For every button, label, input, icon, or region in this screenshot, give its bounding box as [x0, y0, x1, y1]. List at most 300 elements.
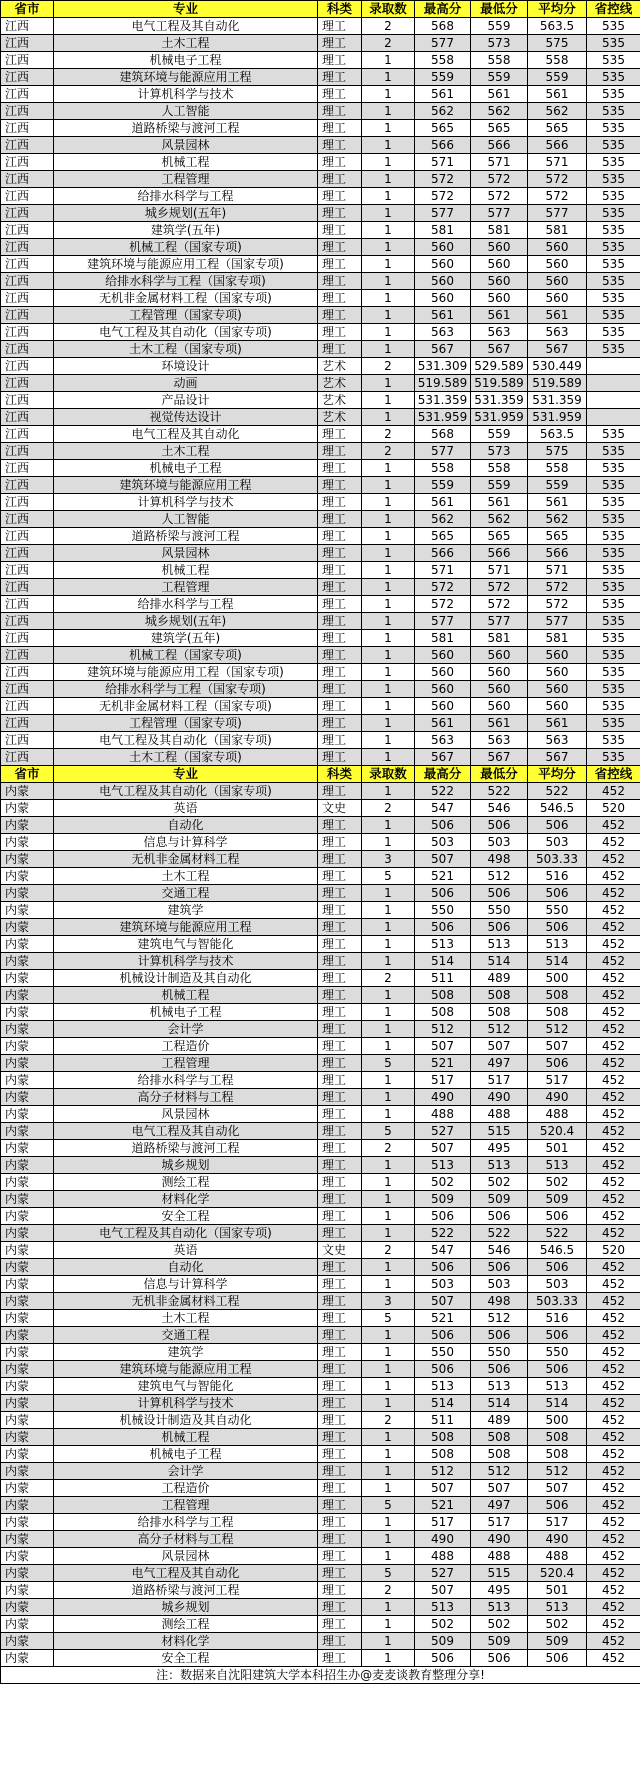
cell-province: 江西: [1, 579, 54, 596]
cell-average: 560: [528, 273, 587, 290]
cell-control-line: 452: [587, 1310, 640, 1327]
cell-major: 道路桥梁与渡河工程: [54, 1582, 318, 1599]
cell-category: 理工: [318, 1650, 362, 1667]
cell-admitted: 1: [362, 392, 415, 409]
table-row: [1, 375, 640, 392]
table-row: [1, 1123, 640, 1140]
cell-admitted: 1: [362, 1004, 415, 1021]
cell-admitted: 1: [362, 902, 415, 919]
footer-row: [1, 1667, 640, 1684]
cell-highest: 563: [415, 324, 471, 341]
cell-control-line: 520: [587, 800, 640, 817]
cell-province: 江西: [1, 256, 54, 273]
cell-province: 内蒙: [1, 817, 54, 834]
cell-province: 江西: [1, 137, 54, 154]
cell-control-line: 452: [587, 868, 640, 885]
cell-major: 城乡规划(五年): [54, 613, 318, 630]
cell-control-line: 452: [587, 1395, 640, 1412]
cell-admitted: 1: [362, 528, 415, 545]
cell-average: 546.5: [528, 800, 587, 817]
cell-admitted: 1: [362, 1021, 415, 1038]
cell-province: 江西: [1, 222, 54, 239]
cell-lowest: 566: [471, 545, 528, 562]
cell-control-line: 535: [587, 511, 640, 528]
cell-province: 江西: [1, 52, 54, 69]
cell-control-line: 535: [587, 562, 640, 579]
cell-admitted: 1: [362, 936, 415, 953]
cell-average: 581: [528, 222, 587, 239]
cell-major: 高分子材料与工程: [54, 1089, 318, 1106]
cell-control-line: 452: [587, 1055, 640, 1072]
cell-control-line: 535: [587, 698, 640, 715]
cell-admitted: 1: [362, 460, 415, 477]
cell-category: 理工: [318, 494, 362, 511]
cell-average: 506: [528, 1208, 587, 1225]
cell-admitted: 1: [362, 324, 415, 341]
cell-category: 理工: [318, 1089, 362, 1106]
cell-province: 内蒙: [1, 1395, 54, 1412]
cell-control-line: 535: [587, 749, 640, 766]
cell-admitted: 1: [362, 409, 415, 426]
cell-admitted: 1: [362, 1480, 415, 1497]
cell-category: 理工: [318, 256, 362, 273]
cell-control-line: 452: [587, 987, 640, 1004]
table-row: [1, 1259, 640, 1276]
cell-major: 工程管理: [54, 1497, 318, 1514]
cell-admitted: 1: [362, 52, 415, 69]
cell-lowest: 531.359: [471, 392, 528, 409]
cell-category: 理工: [318, 715, 362, 732]
cell-lowest: 567: [471, 341, 528, 358]
cell-major: 机械工程: [54, 154, 318, 171]
cell-major: 视觉传达设计: [54, 409, 318, 426]
cell-major: 动画: [54, 375, 318, 392]
cell-province: 内蒙: [1, 919, 54, 936]
cell-average: 563: [528, 732, 587, 749]
cell-lowest: 498: [471, 851, 528, 868]
cell-major: 英语: [54, 1242, 318, 1259]
cell-province: 内蒙: [1, 1004, 54, 1021]
cell-category: 理工: [318, 1616, 362, 1633]
table-row: [1, 1599, 640, 1616]
cell-province: 内蒙: [1, 1191, 54, 1208]
cell-highest: 577: [415, 613, 471, 630]
cell-major: 安全工程: [54, 1208, 318, 1225]
cell-average: 560: [528, 256, 587, 273]
cell-major: 自动化: [54, 1259, 318, 1276]
cell-control-line: 535: [587, 188, 640, 205]
cell-admitted: 1: [362, 1514, 415, 1531]
cell-category: 理工: [318, 460, 362, 477]
header-cell-average: 平均分: [528, 766, 587, 783]
cell-average: 563.5: [528, 18, 587, 35]
cell-admitted: 1: [362, 1633, 415, 1650]
table-row: [1, 1344, 640, 1361]
cell-province: 江西: [1, 732, 54, 749]
cell-lowest: 565: [471, 528, 528, 545]
cell-admitted: 1: [362, 1395, 415, 1412]
cell-province: 内蒙: [1, 1599, 54, 1616]
cell-lowest: 572: [471, 596, 528, 613]
cell-control-line: 535: [587, 596, 640, 613]
cell-admitted: 5: [362, 1310, 415, 1327]
table-row: [1, 103, 640, 120]
cell-control-line: 452: [587, 1038, 640, 1055]
cell-lowest: 506: [471, 1327, 528, 1344]
cell-major: 建筑学: [54, 902, 318, 919]
table-row: [1, 154, 640, 171]
cell-average: 559: [528, 69, 587, 86]
table-row: [1, 732, 640, 749]
table-row: [1, 817, 640, 834]
cell-control-line: 452: [587, 1633, 640, 1650]
cell-category: 理工: [318, 579, 362, 596]
cell-average: 508: [528, 1004, 587, 1021]
cell-category: 理工: [318, 851, 362, 868]
cell-lowest: 561: [471, 86, 528, 103]
cell-highest: 568: [415, 426, 471, 443]
cell-lowest: 571: [471, 562, 528, 579]
cell-lowest: 508: [471, 1429, 528, 1446]
cell-control-line: 535: [587, 545, 640, 562]
cell-category: 理工: [318, 1004, 362, 1021]
cell-province: 内蒙: [1, 1565, 54, 1582]
cell-lowest: 513: [471, 1378, 528, 1395]
header-cell-province: 省市: [1, 1, 54, 18]
cell-category: 理工: [318, 783, 362, 800]
cell-major: 无机非金属材料工程（国家专项): [54, 698, 318, 715]
cell-province: 江西: [1, 392, 54, 409]
cell-admitted: 1: [362, 1259, 415, 1276]
cell-highest: 513: [415, 936, 471, 953]
cell-lowest: 560: [471, 239, 528, 256]
cell-lowest: 506: [471, 1361, 528, 1378]
table-row: [1, 987, 640, 1004]
cell-control-line: 452: [587, 1599, 640, 1616]
cell-province: 江西: [1, 205, 54, 222]
cell-control-line: 535: [587, 630, 640, 647]
table-row: [1, 528, 640, 545]
cell-category: 理工: [318, 1157, 362, 1174]
cell-average: 563.5: [528, 426, 587, 443]
cell-lowest: 517: [471, 1072, 528, 1089]
cell-admitted: 1: [362, 630, 415, 647]
cell-admitted: 1: [362, 1174, 415, 1191]
cell-average: 520.4: [528, 1565, 587, 1582]
cell-category: 理工: [318, 1497, 362, 1514]
cell-average: 509: [528, 1633, 587, 1650]
cell-average: 571: [528, 562, 587, 579]
cell-major: 土木工程: [54, 35, 318, 52]
cell-control-line: 535: [587, 171, 640, 188]
cell-lowest: 503: [471, 1276, 528, 1293]
cell-average: 488: [528, 1106, 587, 1123]
cell-control-line: 535: [587, 494, 640, 511]
cell-category: 理工: [318, 52, 362, 69]
cell-highest: 521: [415, 1055, 471, 1072]
cell-average: 501: [528, 1582, 587, 1599]
cell-highest: 572: [415, 579, 471, 596]
table-row: [1, 579, 640, 596]
cell-highest: 514: [415, 1395, 471, 1412]
cell-major: 给排水科学与工程: [54, 1072, 318, 1089]
cell-highest: 508: [415, 1004, 471, 1021]
cell-province: 江西: [1, 324, 54, 341]
cell-admitted: 1: [362, 307, 415, 324]
cell-admitted: 2: [362, 1140, 415, 1157]
cell-admitted: 1: [362, 375, 415, 392]
cell-lowest: 560: [471, 290, 528, 307]
header-cell-major: 专业: [54, 1, 318, 18]
cell-highest: 512: [415, 1021, 471, 1038]
cell-admitted: 1: [362, 715, 415, 732]
cell-highest: 567: [415, 341, 471, 358]
cell-control-line: [587, 375, 640, 392]
cell-major: 环境设计: [54, 358, 318, 375]
cell-major: 建筑学: [54, 1344, 318, 1361]
cell-major: 建筑环境与能源应用工程: [54, 1361, 318, 1378]
cell-province: 内蒙: [1, 1429, 54, 1446]
cell-lowest: 512: [471, 868, 528, 885]
cell-category: 理工: [318, 35, 362, 52]
table-row: [1, 1055, 640, 1072]
cell-lowest: 562: [471, 511, 528, 528]
cell-category: 理工: [318, 154, 362, 171]
cell-highest: 521: [415, 868, 471, 885]
cell-average: 507: [528, 1038, 587, 1055]
table-row: [1, 18, 640, 35]
cell-major: 英语: [54, 800, 318, 817]
table-row: [1, 970, 640, 987]
cell-highest: 506: [415, 1259, 471, 1276]
table-row: [1, 664, 640, 681]
cell-lowest: 508: [471, 1004, 528, 1021]
cell-lowest: 507: [471, 1480, 528, 1497]
cell-province: 内蒙: [1, 1225, 54, 1242]
cell-highest: 513: [415, 1157, 471, 1174]
cell-control-line: 452: [587, 885, 640, 902]
table-row: [1, 1429, 640, 1446]
cell-admitted: 1: [362, 256, 415, 273]
cell-lowest: 502: [471, 1616, 528, 1633]
cell-control-line: 535: [587, 579, 640, 596]
cell-average: 561: [528, 715, 587, 732]
cell-average: 565: [528, 120, 587, 137]
cell-admitted: 2: [362, 443, 415, 460]
cell-lowest: 495: [471, 1582, 528, 1599]
cell-category: 理工: [318, 987, 362, 1004]
cell-average: 562: [528, 511, 587, 528]
cell-highest: 577: [415, 443, 471, 460]
cell-average: 567: [528, 749, 587, 766]
cell-highest: 508: [415, 1429, 471, 1446]
cell-lowest: 506: [471, 885, 528, 902]
cell-major: 给排水科学与工程: [54, 1514, 318, 1531]
cell-lowest: 550: [471, 902, 528, 919]
cell-category: 理工: [318, 953, 362, 970]
cell-control-line: 452: [587, 1480, 640, 1497]
cell-admitted: 1: [362, 188, 415, 205]
cell-lowest: 513: [471, 1157, 528, 1174]
cell-control-line: 452: [587, 1004, 640, 1021]
cell-major: 机械设计制造及其自动化: [54, 1412, 318, 1429]
cell-highest: 506: [415, 1327, 471, 1344]
cell-category: 理工: [318, 1259, 362, 1276]
cell-category: 理工: [318, 1361, 362, 1378]
cell-major: 风景园林: [54, 1106, 318, 1123]
table-row: [1, 1089, 640, 1106]
cell-admitted: 1: [362, 1599, 415, 1616]
cell-control-line: 535: [587, 35, 640, 52]
cell-control-line: 535: [587, 613, 640, 630]
table-row: [1, 409, 640, 426]
cell-province: 内蒙: [1, 868, 54, 885]
cell-province: 内蒙: [1, 1106, 54, 1123]
cell-province: 内蒙: [1, 1378, 54, 1395]
cell-major: 电气工程及其自动化: [54, 1123, 318, 1140]
cell-province: 江西: [1, 443, 54, 460]
cell-highest: 502: [415, 1174, 471, 1191]
cell-highest: 558: [415, 460, 471, 477]
cell-admitted: 1: [362, 86, 415, 103]
cell-highest: 490: [415, 1089, 471, 1106]
cell-highest: 513: [415, 1378, 471, 1395]
table-row: [1, 1463, 640, 1480]
cell-highest: 558: [415, 52, 471, 69]
cell-lowest: 522: [471, 783, 528, 800]
table-row: [1, 358, 640, 375]
cell-average: 513: [528, 936, 587, 953]
cell-lowest: 512: [471, 1021, 528, 1038]
cell-average: 581: [528, 630, 587, 647]
cell-major: 工程管理（国家专项): [54, 715, 318, 732]
cell-admitted: 1: [362, 1327, 415, 1344]
cell-highest: 512: [415, 1463, 471, 1480]
cell-province: 内蒙: [1, 1089, 54, 1106]
cell-lowest: 512: [471, 1463, 528, 1480]
cell-admitted: 1: [362, 919, 415, 936]
cell-category: 理工: [318, 1480, 362, 1497]
cell-control-line: 535: [587, 443, 640, 460]
cell-highest: 508: [415, 987, 471, 1004]
cell-province: 内蒙: [1, 1616, 54, 1633]
cell-control-line: 535: [587, 256, 640, 273]
cell-major: 信息与计算科学: [54, 834, 318, 851]
cell-province: 江西: [1, 290, 54, 307]
cell-major: 土木工程: [54, 443, 318, 460]
cell-lowest: 515: [471, 1565, 528, 1582]
cell-province: 内蒙: [1, 1140, 54, 1157]
cell-lowest: 558: [471, 52, 528, 69]
cell-admitted: 1: [362, 596, 415, 613]
header-cell-admitted: 录取数: [362, 1, 415, 18]
cell-average: 560: [528, 290, 587, 307]
cell-admitted: 3: [362, 851, 415, 868]
cell-highest: 527: [415, 1123, 471, 1140]
table-row: [1, 1361, 640, 1378]
cell-admitted: 1: [362, 885, 415, 902]
cell-admitted: 1: [362, 579, 415, 596]
cell-control-line: 535: [587, 477, 640, 494]
cell-province: 江西: [1, 528, 54, 545]
table-row: [1, 443, 640, 460]
cell-highest: 547: [415, 1242, 471, 1259]
cell-admitted: 1: [362, 732, 415, 749]
cell-admitted: 5: [362, 1055, 415, 1072]
table-row: [1, 1106, 640, 1123]
cell-average: 517: [528, 1072, 587, 1089]
cell-admitted: 1: [362, 953, 415, 970]
table-row: [1, 1327, 640, 1344]
cell-control-line: 452: [587, 1463, 640, 1480]
cell-category: 理工: [318, 919, 362, 936]
cell-average: 506: [528, 1327, 587, 1344]
cell-major: 人工智能: [54, 511, 318, 528]
cell-province: 江西: [1, 409, 54, 426]
cell-province: 江西: [1, 698, 54, 715]
cell-major: 会计学: [54, 1021, 318, 1038]
table-row: [1, 1242, 640, 1259]
cell-admitted: 1: [362, 1276, 415, 1293]
cell-control-line: 452: [587, 1191, 640, 1208]
cell-lowest: 560: [471, 273, 528, 290]
cell-highest: 560: [415, 239, 471, 256]
table-row: [1, 1565, 640, 1582]
cell-average: 531.359: [528, 392, 587, 409]
cell-control-line: 452: [587, 1650, 640, 1667]
cell-lowest: 515: [471, 1123, 528, 1140]
cell-category: 理工: [318, 1038, 362, 1055]
cell-average: 572: [528, 171, 587, 188]
header-cell-control-line: 省控线: [587, 1, 640, 18]
cell-control-line: 452: [587, 1446, 640, 1463]
cell-average: 503.33: [528, 851, 587, 868]
cell-province: 江西: [1, 103, 54, 120]
cell-highest: 572: [415, 188, 471, 205]
cell-major: 测绘工程: [54, 1174, 318, 1191]
cell-control-line: 535: [587, 307, 640, 324]
table-row: [1, 52, 640, 69]
cell-province: 江西: [1, 375, 54, 392]
table-row: [1, 1412, 640, 1429]
table-row: [1, 1633, 640, 1650]
cell-control-line: 535: [587, 222, 640, 239]
cell-control-line: 452: [587, 1497, 640, 1514]
table-row: [1, 137, 640, 154]
table-row: [1, 239, 640, 256]
cell-province: 江西: [1, 120, 54, 137]
table-row: [1, 1616, 640, 1633]
table-row: [1, 936, 640, 953]
cell-highest: 503: [415, 834, 471, 851]
cell-control-line: 535: [587, 715, 640, 732]
cell-average: 503.33: [528, 1293, 587, 1310]
cell-highest: 509: [415, 1191, 471, 1208]
cell-control-line: 452: [587, 1021, 640, 1038]
cell-major: 材料化学: [54, 1191, 318, 1208]
cell-control-line: 452: [587, 1072, 640, 1089]
cell-highest: 488: [415, 1548, 471, 1565]
cell-major: 机械设计制造及其自动化: [54, 970, 318, 987]
table-row: [1, 868, 640, 885]
cell-average: 509: [528, 1191, 587, 1208]
cell-category: 理工: [318, 528, 362, 545]
cell-major: 机械工程: [54, 1429, 318, 1446]
cell-lowest: 562: [471, 103, 528, 120]
cell-admitted: 1: [362, 290, 415, 307]
cell-major: 计算机科学与技术: [54, 494, 318, 511]
cell-province: 江西: [1, 494, 54, 511]
